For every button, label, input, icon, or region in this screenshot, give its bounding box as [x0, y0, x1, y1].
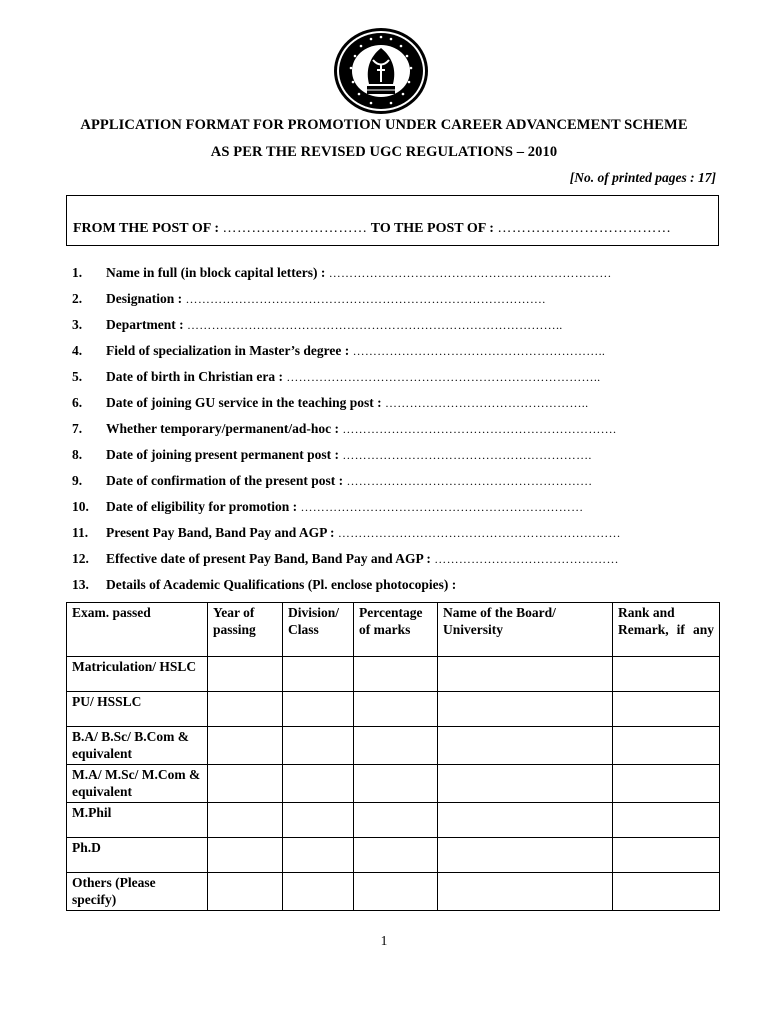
- item-number: 9.: [72, 473, 83, 488]
- form-item-department: [72, 315, 563, 335]
- item-label: Field of specialization in Master’s degree :: [106, 343, 350, 358]
- table-cell[interactable]: [438, 765, 613, 803]
- form-item-specialization: [72, 341, 605, 361]
- item-number: 4.: [72, 343, 83, 358]
- item-label: Date of birth in Christian era :: [106, 369, 283, 384]
- table-cell[interactable]: [613, 657, 720, 692]
- form-item-confirmation-date: [72, 471, 592, 491]
- table-cell[interactable]: [438, 838, 613, 873]
- item-number: 10.: [72, 499, 89, 514]
- item-label: Date of eligibility for promotion :: [106, 499, 298, 514]
- col-header-rank: Rank and Remark, if any: [613, 603, 720, 657]
- item-number: 3.: [72, 317, 83, 332]
- table-row: [67, 803, 720, 838]
- item-label: Details of Academic Qualifications (Pl. enclose photocopies) :: [106, 577, 457, 592]
- row-label: PU/ HSSLC: [67, 692, 208, 727]
- col-header-exam: Exam. passed: [67, 603, 208, 657]
- table-cell[interactable]: [354, 657, 438, 692]
- table-cell[interactable]: [354, 803, 438, 838]
- item-field[interactable]: ……………………………………………………………: [300, 500, 584, 514]
- table-cell[interactable]: [283, 692, 354, 727]
- item-field[interactable]: …………………………………………………………………………….: [185, 292, 546, 306]
- col-header-year: Year of passing: [208, 603, 283, 657]
- page-number: 1: [380, 933, 388, 948]
- table-cell[interactable]: [354, 873, 438, 911]
- item-label: Whether temporary/permanent/ad-hoc :: [106, 421, 339, 436]
- table-cell[interactable]: [438, 727, 613, 765]
- table-cell[interactable]: [613, 692, 720, 727]
- item-field[interactable]: …………………………………………………….: [342, 448, 592, 462]
- table-cell[interactable]: [208, 692, 283, 727]
- item-number: 6.: [72, 395, 83, 410]
- item-number: 5.: [72, 369, 83, 384]
- col-header-division: Division/ Class: [283, 603, 354, 657]
- row-label: M.A/ M.Sc/ M.Com & equivalent: [67, 765, 208, 803]
- table-row: [67, 838, 720, 873]
- table-cell[interactable]: [283, 765, 354, 803]
- item-label: Date of confirmation of the present post :: [106, 473, 344, 488]
- item-field[interactable]: ……………………………………………………..: [352, 344, 606, 358]
- table-row: [67, 873, 720, 911]
- item-field[interactable]: …………………………………………..: [384, 396, 589, 410]
- row-label: M.Phil: [67, 803, 208, 838]
- from-post-field[interactable]: …………………………: [222, 221, 368, 236]
- table-cell[interactable]: [283, 873, 354, 911]
- table-cell[interactable]: [283, 838, 354, 873]
- table-cell[interactable]: [208, 765, 283, 803]
- item-label: Designation :: [106, 291, 183, 306]
- table-row: [67, 765, 720, 803]
- table-cell[interactable]: [208, 657, 283, 692]
- printed-pages-note: [No. of printed pages : 17]: [569, 170, 716, 185]
- item-number: 12.: [72, 551, 89, 566]
- table-cell[interactable]: [438, 873, 613, 911]
- table-cell[interactable]: [613, 803, 720, 838]
- row-label: Ph.D: [67, 838, 208, 873]
- university-seal-icon: [331, 26, 431, 116]
- table-row: [67, 727, 720, 765]
- table-cell[interactable]: [283, 727, 354, 765]
- item-label: Department :: [106, 317, 184, 332]
- table-cell[interactable]: [438, 692, 613, 727]
- item-field[interactable]: ……………………………………………………………: [328, 266, 612, 280]
- form-item-joining-gu: [72, 393, 588, 413]
- table-cell[interactable]: [438, 657, 613, 692]
- table-cell[interactable]: [208, 727, 283, 765]
- table-cell[interactable]: [354, 765, 438, 803]
- form-item-pay-band-date: [72, 549, 619, 569]
- row-label: Matriculation/ HSLC: [67, 657, 208, 692]
- table-cell[interactable]: [283, 657, 354, 692]
- form-item-date-of-birth: [72, 367, 600, 387]
- table-row: [67, 657, 720, 692]
- item-field[interactable]: ………………………………………………………………………………..: [186, 318, 563, 332]
- form-item-employment-type: [72, 419, 616, 439]
- table-cell[interactable]: [438, 803, 613, 838]
- post-line: [73, 221, 671, 237]
- table-cell[interactable]: [613, 838, 720, 873]
- table-cell[interactable]: [283, 803, 354, 838]
- form-title-line2: AS PER THE REVISED UGC REGULATIONS – 2010: [210, 144, 558, 160]
- table-row: [67, 692, 720, 727]
- item-field[interactable]: ……………………………………………………: [346, 474, 593, 488]
- form-item-joining-present-post: [72, 445, 592, 465]
- item-number: 7.: [72, 421, 83, 436]
- table-cell[interactable]: [613, 873, 720, 911]
- item-field[interactable]: ………………………………………………………….: [342, 422, 617, 436]
- form-title-line1: APPLICATION FORMAT FOR PROMOTION UNDER CAREER ADVANCEMENT SCHEME: [80, 117, 688, 133]
- qualifications-table: [66, 602, 720, 911]
- post-box: [66, 195, 719, 246]
- item-number: 11.: [72, 525, 89, 540]
- form-item-eligibility-date: [72, 497, 583, 517]
- table-cell[interactable]: [354, 727, 438, 765]
- item-number: 1.: [72, 265, 83, 280]
- form-item-qualifications: [72, 575, 456, 595]
- item-label: Present Pay Band, Band Pay and AGP :: [106, 525, 335, 540]
- form-item-pay-band: [72, 523, 621, 543]
- to-post-label: TO THE POST OF :: [370, 221, 494, 236]
- table-cell[interactable]: [354, 838, 438, 873]
- row-label: B.A/ B.Sc/ B.Com & equivalent: [67, 727, 208, 765]
- table-cell[interactable]: [613, 727, 720, 765]
- form-item-name: [72, 263, 612, 283]
- item-label: Date of joining present permanent post :: [106, 447, 339, 462]
- table-cell[interactable]: [208, 873, 283, 911]
- item-label: Date of joining GU service in the teaching post :: [106, 395, 382, 410]
- table-cell[interactable]: [354, 692, 438, 727]
- item-label: Effective date of present Pay Band, Band Pay and AGP :: [106, 551, 431, 566]
- item-field[interactable]: ………………………………………: [434, 552, 619, 566]
- col-header-percentage: Percentage of marks: [354, 603, 438, 657]
- from-post-label: FROM THE POST OF :: [73, 221, 219, 236]
- table-cell[interactable]: [208, 803, 283, 838]
- item-number: 2.: [72, 291, 83, 306]
- table-header-row: [67, 603, 720, 657]
- item-field[interactable]: …………………………………………………………………..: [286, 370, 601, 384]
- item-number: 13.: [72, 577, 89, 592]
- form-item-designation: [72, 289, 546, 309]
- item-number: 8.: [72, 447, 83, 462]
- item-field[interactable]: ……………………………………………………………: [337, 526, 621, 540]
- to-post-field[interactable]: ………………………………: [497, 221, 672, 236]
- col-header-board: Name of the Board/ University: [438, 603, 613, 657]
- table-cell[interactable]: [613, 765, 720, 803]
- table-cell[interactable]: [208, 838, 283, 873]
- row-label: Others (Please specify): [67, 873, 208, 911]
- item-label: Name in full (in block capital letters) :: [106, 265, 326, 280]
